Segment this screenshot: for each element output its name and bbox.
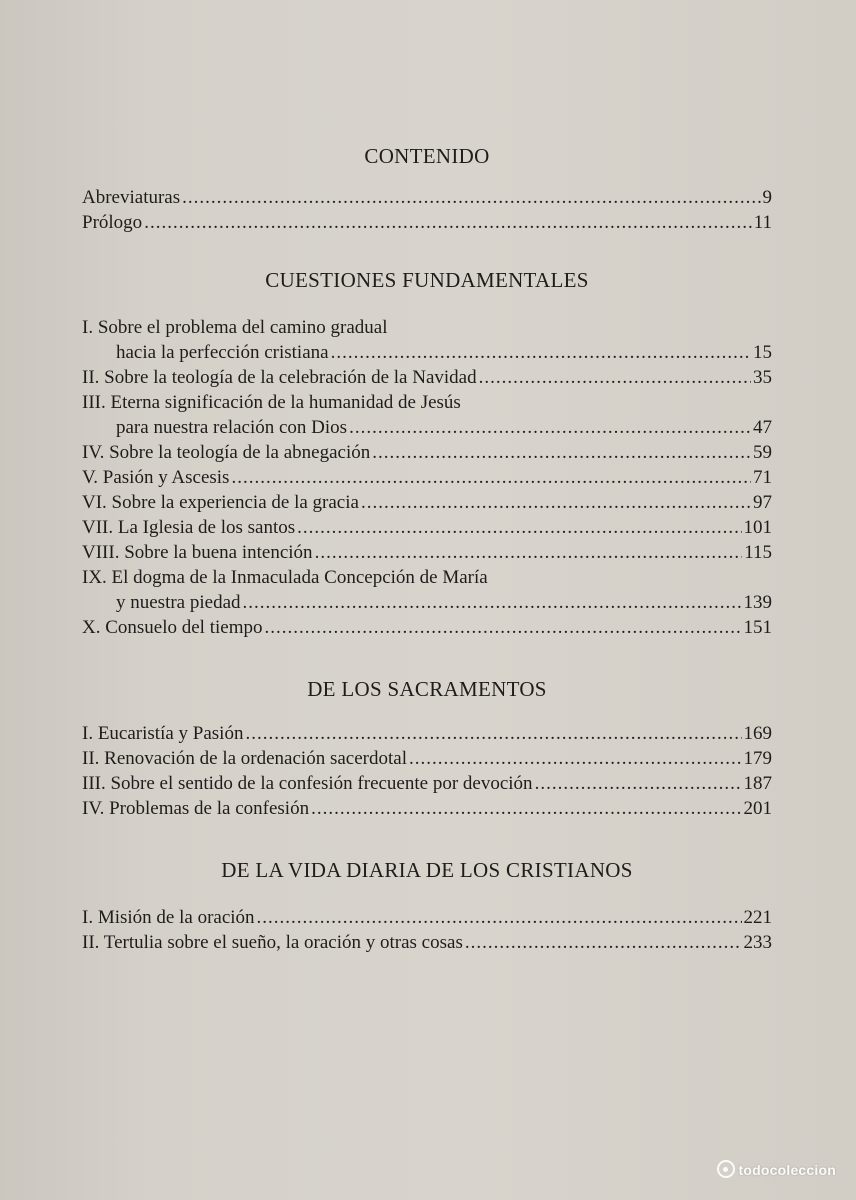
toc-entry-continuation: hacia la perfección cristiana <box>116 342 329 363</box>
page-number: 71 <box>753 467 772 488</box>
dot-leader <box>231 465 751 490</box>
toc-entry-label: VIII. Sobre la buena intención <box>82 542 313 563</box>
toc-entry <box>82 340 772 365</box>
toc-entry <box>82 540 772 565</box>
dot-leader <box>144 210 752 235</box>
toc-entry-label: Prólogo <box>82 212 143 233</box>
dot-leader <box>182 185 760 210</box>
page-number: 179 <box>743 748 772 769</box>
toc-entry <box>82 590 772 615</box>
page-number: 201 <box>743 798 772 819</box>
dot-leader <box>479 365 751 390</box>
page-number: 97 <box>753 492 772 513</box>
page-number: 101 <box>743 517 772 538</box>
toc-section <box>82 677 772 821</box>
toc-entry <box>82 210 772 235</box>
toc-sections <box>82 268 772 955</box>
dot-leader <box>297 515 741 540</box>
page-number: 47 <box>753 417 772 438</box>
toc-entry <box>82 796 772 821</box>
dot-leader <box>315 540 743 565</box>
toc-entry-label: X. Consuelo del tiempo <box>82 617 263 638</box>
page-number: 169 <box>743 723 772 744</box>
toc-entry <box>82 440 772 465</box>
page-number: 11 <box>753 212 772 233</box>
toc-entry <box>82 185 772 210</box>
page-number: 115 <box>744 542 772 563</box>
page-number: 9 <box>762 187 772 208</box>
section-heading: DE LA VIDA DIARIA DE LOS CRISTIANOS <box>221 858 633 882</box>
toc-entry <box>82 771 772 796</box>
toc-entry <box>82 721 772 746</box>
dot-leader <box>535 771 742 796</box>
dot-leader <box>372 440 751 465</box>
front-matter <box>82 185 772 235</box>
toc-entry-label: I. Sobre el problema del camino gradual <box>82 317 388 338</box>
page-number: 15 <box>753 342 772 363</box>
toc-entry-label: VI. Sobre la experiencia de la gracia <box>82 492 359 513</box>
toc-entry <box>82 515 772 540</box>
page-number: 139 <box>743 592 772 613</box>
toc-entry-label: IV. Problemas de la confesión <box>82 798 310 819</box>
toc-entry <box>82 930 772 955</box>
dot-leader <box>349 415 751 440</box>
toc-entry-label: IV. Sobre la teología de la abnegación <box>82 442 371 463</box>
toc-entry <box>82 905 772 930</box>
page-number: 59 <box>753 442 772 463</box>
toc-entry-label: II. Renovación de la ordenación sacerdotal <box>82 748 407 769</box>
dot-leader <box>245 721 741 746</box>
toc-section <box>82 858 772 955</box>
toc-entry-label: III. Eterna significación de la humanidad de Jesús <box>82 392 461 413</box>
toc-entry <box>82 365 772 390</box>
dot-leader <box>409 746 742 771</box>
toc-entry-label: Abreviaturas <box>82 187 181 208</box>
page-number: 233 <box>743 932 772 953</box>
dot-leader <box>331 340 751 365</box>
toc-entry-label: I. Eucaristía y Pasión <box>82 723 244 744</box>
watermark <box>717 1160 837 1178</box>
dot-leader <box>257 905 742 930</box>
toc-entry-continuation: y nuestra piedad <box>116 592 241 613</box>
watermark-text: todocoleccion <box>738 1162 836 1178</box>
toc-entry-label: V. Pasión y Ascesis <box>82 467 230 488</box>
dot-leader <box>465 930 742 955</box>
section-heading: CUESTIONES FUNDAMENTALES <box>265 268 589 292</box>
toc-section <box>82 268 772 640</box>
toc-entry-label: III. Sobre el sentido de la confesión frecuente por devoción <box>82 773 533 794</box>
page-number: 221 <box>743 907 772 928</box>
dot-leader <box>311 796 741 821</box>
toc-entry <box>82 415 772 440</box>
toc-entry-label: II. Tertulia sobre el sueño, la oración y otras cosas <box>82 932 463 953</box>
page-number: 187 <box>743 773 772 794</box>
dot-leader <box>243 590 742 615</box>
table-of-contents <box>82 144 772 955</box>
toc-entry-continuation: para nuestra relación con Dios <box>116 417 348 438</box>
toc-entry-label: II. Sobre la teología de la celebración de la Navidad <box>82 367 477 388</box>
toc-entry-label: I. Misión de la oración <box>82 907 255 928</box>
toc-entry <box>82 465 772 490</box>
dot-leader <box>264 615 741 640</box>
toc-entry <box>82 746 772 771</box>
toc-entry-label: IX. El dogma de la Inmaculada Concepción de María <box>82 567 488 588</box>
page-title: CONTENIDO <box>364 144 490 168</box>
watermark-logo-icon <box>717 1160 735 1178</box>
dot-leader <box>361 490 751 515</box>
page-number: 35 <box>753 367 772 388</box>
page-number: 151 <box>743 617 772 638</box>
toc-entry-label: VII. La Iglesia de los santos <box>82 517 296 538</box>
toc-entry <box>82 490 772 515</box>
section-heading: DE LOS SACRAMENTOS <box>307 677 547 701</box>
toc-entry <box>82 615 772 640</box>
